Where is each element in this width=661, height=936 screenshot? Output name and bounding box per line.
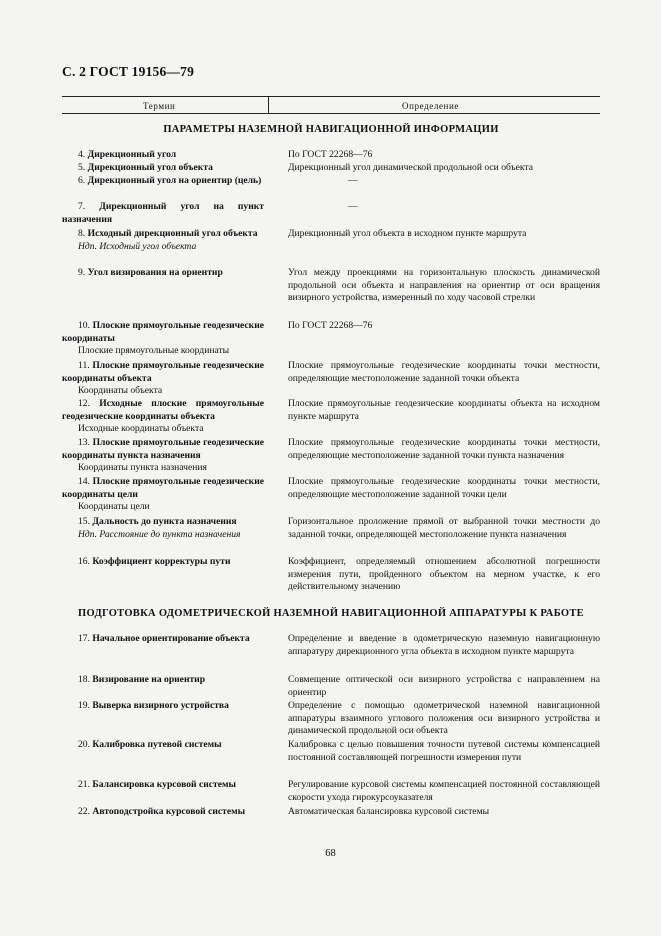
column-header-term: Термин: [143, 101, 176, 111]
column-header-definition: Определение: [402, 101, 459, 111]
term-cell: [62, 674, 264, 687]
term-text: Плоские прямоугольные геодезические координаты пункта назначения: [62, 437, 264, 461]
definition-cell: Дирекционный угол объекта в исходном пункте маршрута: [288, 228, 527, 239]
term-text: Калибровка путевой системы: [92, 739, 222, 750]
term-text: Плоские прямоугольные геодезические координаты: [62, 320, 264, 344]
table-header-rule: [62, 113, 600, 114]
term-text: Дирекционный угол на ориентир (цель): [87, 175, 262, 186]
term-cell: [62, 437, 264, 475]
page-number: 68: [325, 848, 336, 859]
term-number: 22.: [78, 806, 90, 817]
term-text: Балансировка курсовой системы: [92, 779, 236, 790]
term-text: Исходные плоские прямоугольные геодезические координаты объекта: [62, 398, 264, 422]
definition-cell: Плоские прямоугольные геодезические координаты точки местности, определяющие местоположение заданной точки пункта назначения: [288, 437, 600, 461]
term-text: Угол визирования на ориентир: [87, 267, 223, 278]
term-text: Дирекционный угол: [87, 149, 177, 160]
term-cell: [62, 700, 264, 713]
term-cell: [62, 320, 264, 358]
term-number: 14.: [78, 476, 90, 487]
table-top-rule: [62, 96, 600, 97]
term-text: Дирекционный угол на пункт назначения: [62, 201, 264, 225]
term-text: Дирекционный угол объекта: [87, 162, 213, 173]
term-text: Начальное ориентирование объекта: [92, 633, 250, 644]
term-number: 12.: [78, 398, 90, 409]
term-synonym: Плоские прямоугольные координаты: [78, 345, 230, 357]
term-number: 6.: [78, 175, 86, 186]
term-cell: [62, 175, 264, 188]
document-header: С. 2 ГОСТ 19156—79: [62, 64, 195, 79]
term-text: Плоские прямоугольные геодезические координаты цели: [62, 476, 264, 500]
definition-cell: —: [348, 175, 358, 186]
definition-cell: Определение и введение в одометрическую наземную навигационную аппаратуру дирекционного угла объекта в исходном пункте маршрута: [288, 633, 600, 657]
term-number: 13.: [78, 437, 90, 448]
definition-cell: По ГОСТ 22268—76: [288, 320, 373, 331]
term-synonym: Координаты цели: [78, 501, 150, 513]
definition-cell: По ГОСТ 22268—76: [288, 149, 373, 160]
section-title: ПОДГОТОВКА ОДОМЕТРИЧЕСКОЙ НАЗЕМНОЙ НАВИГАЦИОННОЙ АППАРАТУРЫ К РАБОТЕ: [78, 608, 584, 619]
term-number: 17.: [78, 633, 90, 644]
term-synonym: Исходные координаты объекта: [78, 423, 204, 435]
term-synonym: Координаты объекта: [78, 385, 163, 397]
term-cell: [62, 149, 264, 162]
definition-cell: Совмещение оптической оси визирного устройства с направлением на ориентир: [288, 674, 600, 698]
term-number: 18.: [78, 674, 90, 685]
term-text: Исходный дирекционный угол объекта: [87, 228, 258, 239]
definition-cell: Плоские прямоугольные геодезические координаты точки местности, определяющие местоположение заданной точки объекта: [288, 360, 600, 384]
term-cell: [62, 779, 264, 792]
definition-cell: Калибровка с целью повышения точности путевой системы компенсацией постоянной составляющей погрешности измерения пути: [288, 739, 600, 763]
term-cell: [62, 556, 264, 569]
term-cell: [62, 633, 264, 646]
term-cell: [62, 516, 264, 541]
term-number: 21.: [78, 779, 90, 790]
term-text: Автоподстройка курсовой системы: [92, 806, 246, 817]
term-cell: [62, 267, 264, 280]
definition-cell: —: [348, 201, 358, 212]
term-cell: [62, 476, 264, 514]
term-cell: [62, 162, 264, 175]
term-text: Плоские прямоугольные геодезические координаты объекта: [62, 360, 264, 384]
term-cell: [62, 201, 264, 226]
term-number: 15.: [78, 516, 90, 527]
term-text: Визирование на ориентир: [92, 674, 206, 685]
section-title: ПАРАМЕТРЫ НАЗЕМНОЙ НАВИГАЦИОННОЙ ИНФОРМАЦИИ: [163, 124, 499, 135]
term-cell: [62, 806, 264, 819]
term-number: 4.: [78, 149, 86, 160]
term-text: Выверка визирного устройства: [92, 700, 229, 711]
term-cell: [62, 398, 264, 436]
term-synonym: Ндп. Исходный угол объекта: [78, 240, 197, 252]
term-text: Коэффициент корректуры пути: [92, 556, 231, 567]
definition-cell: Плоские прямоугольные геодезические координаты объекта на исходном пункте маршрута: [288, 398, 600, 422]
term-number: 10.: [78, 320, 90, 331]
definition-cell: Угол между проекциями на горизонтальную плоскость динамической продольной оси объекта и направления на ориентир от оси вращения визирного устройства, измеренный по ходу часовой стрелки: [288, 267, 600, 304]
term-number: 8.: [78, 228, 86, 239]
definition-cell: Автоматическая балансировка курсовой системы: [288, 806, 490, 817]
term-number: 20.: [78, 739, 90, 750]
term-number: 5.: [78, 162, 86, 173]
term-number: 19.: [78, 700, 90, 711]
term-synonym: Ндп. Расстояние до пункта назначения: [78, 528, 241, 540]
definition-cell: Регулирование курсовой системы компенсацией постоянной составляющей скорости ухода гирокурсоуказателя: [288, 779, 600, 803]
column-divider: [268, 96, 269, 113]
term-text: Дальность до пункта назначения: [92, 516, 237, 527]
term-number: 16.: [78, 556, 90, 567]
term-synonym: Координаты пункта назначения: [78, 462, 207, 474]
term-cell: [62, 739, 264, 752]
definition-cell: Плоские прямоугольные геодезические координаты точки местности, определяющие местоположение заданной точки цели: [288, 476, 600, 500]
term-cell: [62, 228, 264, 253]
definition-cell: Коэффициент, определяемый отношением абсолютной погрешности измерения пути, пройденного объектом на мерном участке, к его действительному значению: [288, 556, 600, 593]
term-number: 11.: [78, 360, 90, 371]
term-number: 7.: [78, 201, 86, 212]
definition-cell: Дирекционный угол динамической продольной оси объекта: [288, 162, 533, 173]
term-cell: [62, 360, 264, 398]
definition-cell: Определение с помощью одометрической наземной навигационной аппаратуры взаимного углового положения оси визирного устройства и динамической продольной оси объекта: [288, 700, 600, 737]
term-number: 9.: [78, 267, 86, 278]
definition-cell: Горизонтальное проложение прямой от выбранной точки местности до заданной точки, определяющей местоположение пункта назначения: [288, 516, 600, 540]
